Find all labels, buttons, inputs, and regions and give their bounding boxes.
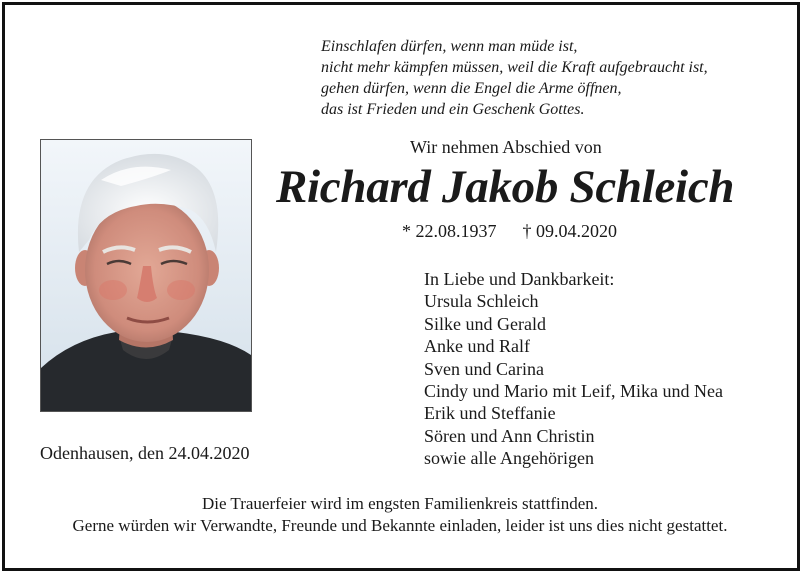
mourner-name: Cindy und Mario mit Leif, Mika und Nea <box>424 381 723 402</box>
mourners-list <box>424 268 723 470</box>
poem-line: nicht mehr kämpfen müssen, weil die Kraft aufgebraucht ist, <box>321 59 708 76</box>
mourner-name: Anke und Ralf <box>424 336 530 357</box>
life-dates <box>402 221 617 242</box>
mourner-name: Ursula Schleich <box>424 291 539 312</box>
funeral-note-line: Gerne würden wir Verwandte, Freunde und Bekannte einladen, leider ist uns dies nicht gestattet. <box>72 516 728 535</box>
poem <box>321 36 781 120</box>
birth-date: * 22.08.1937 <box>402 221 497 241</box>
funeral-note-line: Die Trauerfeier wird im engsten Familienkreis stattfinden. <box>201 494 599 513</box>
portrait-photo <box>40 139 252 412</box>
poem-line: Einschlafen dürfen, wenn man müde ist, <box>321 38 578 55</box>
place-and-date: Odenhausen, den 24.04.2020 <box>40 443 250 463</box>
poem-line: gehen dürfen, wenn die Engel die Arme öffnen, <box>321 80 622 97</box>
mourner-name: Erik und Steffanie <box>424 403 556 424</box>
mourner-name: Sven und Carina <box>424 358 544 379</box>
funeral-note <box>0 493 800 537</box>
poem-line: das ist Frieden und ein Geschenk Gottes. <box>321 101 585 118</box>
farewell-intro: Wir nehmen Abschied von <box>410 137 602 157</box>
death-date: † 09.04.2020 <box>522 221 617 241</box>
mourners-heading: In Liebe und Dankbarkeit: <box>424 269 615 289</box>
mourner-name: Sören und Ann Christin <box>424 425 595 446</box>
mourner-name: Silke und Gerald <box>424 313 546 334</box>
deceased-name: Richard Jakob Schleich <box>276 161 735 213</box>
mourner-name: sowie alle Angehörigen <box>424 448 594 469</box>
